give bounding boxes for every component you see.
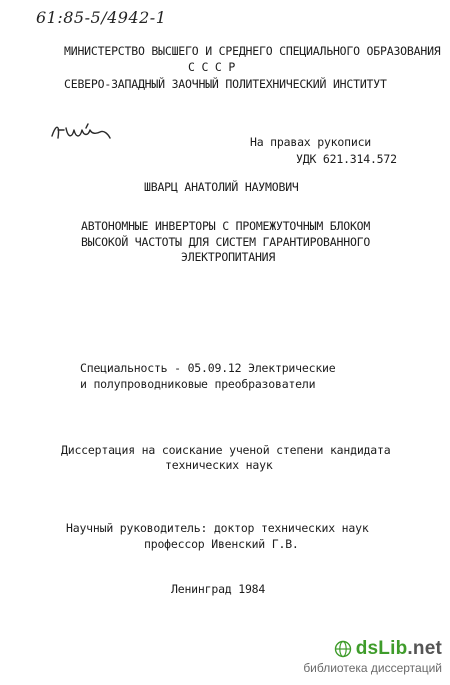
dissertation-line-1: Диссертация на соискание ученой степени кандидата xyxy=(61,443,391,457)
globe-icon xyxy=(334,640,352,658)
watermark-brand: dsLib.net xyxy=(355,638,442,659)
title-line-2: ВЫСОКОЙ ЧАСТОТЫ ДЛЯ СИСТЕМ ГАРАНТИРОВАННОГО xyxy=(81,235,371,249)
dslib-watermark[interactable] xyxy=(303,638,442,675)
place-and-year: Ленинград 1984 xyxy=(171,582,266,596)
dissertation-line-2: технических наук xyxy=(165,458,273,472)
specialty-line-2: и полупроводниковые преобразователи xyxy=(80,377,316,391)
supervisor-line-1: Научный руководитель: доктор технических наук xyxy=(66,521,369,535)
title-line-3: ЭЛЕКТРОПИТАНИЯ xyxy=(181,250,276,264)
manuscript-rights: На правах рукописи xyxy=(250,135,372,149)
handwritten-signature xyxy=(48,118,118,148)
ministry-line: МИНИСТЕРСТВО ВЫСШЕГО И СРЕДНЕГО СПЕЦИАЛЬНОГО ОБРАЗОВАНИЯ xyxy=(64,44,441,58)
country-line: С С С Р xyxy=(188,60,236,74)
udc-code: УДК 621.314.572 xyxy=(296,152,397,166)
watermark-tagline: библиотека диссертаций xyxy=(303,661,442,675)
author-name: ШВАРЦ АНАТОЛИЙ НАУМОВИЧ xyxy=(144,180,299,194)
institute-line: СЕВЕРО-ЗАПАДНЫЙ ЗАОЧНЫЙ ПОЛИТЕХНИЧЕСКИЙ ИНСТИТУТ xyxy=(64,77,387,91)
specialty-line-1: Специальность - 05.09.12 Электрические xyxy=(80,361,336,375)
title-line-1: АВТОНОМНЫЕ ИНВЕРТОРЫ С ПРОМЕЖУТОЧНЫМ БЛОКОМ xyxy=(81,219,371,233)
handwritten-archive-number: 61:85-5/4942-1 xyxy=(36,8,167,27)
supervisor-line-2: профессор Ивенский Г.В. xyxy=(144,537,299,551)
